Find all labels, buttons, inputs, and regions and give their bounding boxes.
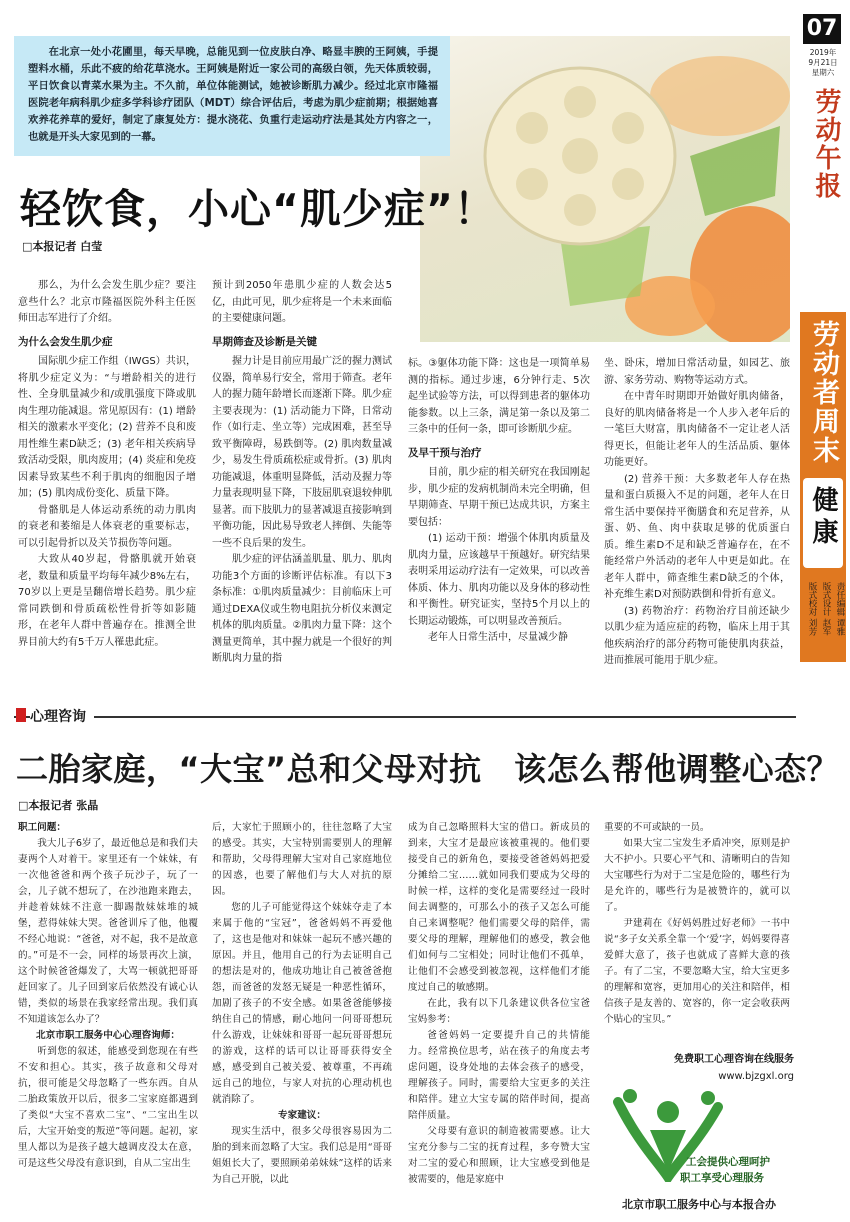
ad-title: 免费职工心理咨询在线服务: [674, 1054, 794, 1065]
paragraph: 标。③躯体功能下降：这也是一项简单易测的指标。通过步速，6分钟行走、5次起坐试验等方法，可以得到患者的躯体功能参数。以上三条，满足第一条以及第二三条中的任何一条，即可诊断肌少症。: [408, 358, 590, 435]
credit-editor: 责任编辑 谭雅: [835, 582, 845, 636]
paragraph: 目前，肌少症的相关研究在我国刚起步，肌少症的发病机制尚未完全明确，但早期筛查、早期干预已达成共识，方案主要包括：: [408, 467, 590, 528]
paragraph: 爸爸妈妈一定要提升自己的共情能力。经常换位思考，站在孩子的角度去考虑问题，设身处地的去体会孩子的感受，理解孩子。同时，需要给大宝更多的关注和陪伴。建立大宝专属的陪伴时间，提高陪伴质量。: [408, 1030, 590, 1121]
paragraph: (2) 营养干预：大多数老年人存在热量和蛋白质摄入不足的问题，老年人在日常生活中要保持平衡膳食和充足营养，从蛋、奶、鱼、肉中获取足够的优质蛋白质。维生素D不足和缺乏普遍存在，在不能经常户外活动的老年人中更是如此。在老年人群中，筛查维生素D缺乏的个体，补充维生素D对预防跌倒和骨折有意义。: [604, 473, 790, 600]
paragraph: 骨骼肌是人体运动系统的动力肌肉的衰老和萎缩是人体衰老的重要标志，可以引起骨折以及关节损伤等问题。: [18, 504, 196, 549]
article2-column-4: [604, 820, 790, 1050]
paragraph: 大致从40岁起，骨骼肌就开始衰老，数量和质量平均每年减少8%左右，70岁以上更是呈翻倍增长趋势。肌少症常同跌倒和骨质疏松性骨折等如影随形，在老年人群中普遍存在。推测全世界目前大约有5千万人罹患此症。: [18, 554, 196, 648]
page-number: 07: [803, 14, 841, 44]
section-subtitle: 健康: [808, 486, 838, 550]
ad-slogan-2: 职工享受心理服务: [680, 1172, 764, 1184]
section-divider: [14, 716, 796, 718]
article1-column-4: [604, 356, 790, 698]
paragraph: 预计到2050年患肌少症的人数会达5亿，由此可见，肌少症将是一个未来面临的主要健康问题。: [212, 280, 392, 324]
section-label: 心理咨询: [30, 706, 94, 726]
issue-date: [800, 48, 846, 78]
expert-label: 专家建议：: [278, 1110, 326, 1121]
article1-headline: 轻饮食，小心“肌少症”！: [20, 185, 496, 233]
paragraph: (3) 药物治疗：药物治疗目前还缺少以肌少症为适应症的药物，临床上用于其他疾病治疗的部分药物可能使肌肉获益，进而推展可能用于肌少症。: [604, 605, 790, 666]
section-title: 劳动者周末: [808, 320, 839, 465]
paragraph: 您的儿子可能觉得这个妹妹夺走了本来属于他的“宝冠”，爸爸妈妈不再爱他了，这也是他对和妹妹一起玩不感兴趣的原因。并且，他用自己的行为去证明自己的想法是对的，他成功地让自己被爸爸抱怨，而爸爸的发怒无疑是一种恶性循环，加剧了孩子的不安全感。如果爸爸能够接纳住自己的情感，耐心地问一问哥哥想玩什么游戏，让妹妹和哥哥一起玩哥哥想玩的游戏，这样的话可以让哥哥获得安全感，感受到自己被关爱、被尊重，不再疏远自己的地位，与家人对抗的心理动机也就消除了。: [212, 902, 392, 1105]
question-label: 职工问题：: [18, 822, 66, 833]
credit-proof: 版式校对 刘芳: [807, 582, 817, 636]
paragraph: 尹建莉在《好妈妈胜过好老师》一书中说“多子女关系全靠一个‘爱’字，妈妈要得喜爱鲜大意了，孩子也就成了喜鲜大意的孩子。有了二宝，不要忽略大宝，给大宝更多的理解和宽容，更加用心的关注和陪伴，相信孩子是友善的、宽容的，你一定会收获两个贴心的宝贝。”: [604, 918, 790, 1025]
article2-byline: □本报记者 张晶: [18, 799, 99, 812]
intro-box: [14, 36, 450, 156]
paragraph: 在中青年时期即开始做好肌肉储备，良好的肌肉储备将是一个人步入老年后的一笔巨大财富，肌肉储备不一定让老人活得更长，但能让老年人的生活品质、躯体功能更好。: [604, 391, 790, 468]
paragraph: 在此，我有以下几条建议供各位宝爸宝妈参考：: [408, 998, 590, 1025]
paragraph: 重要的不可或缺的一员。: [604, 822, 710, 833]
date-year: 2019年: [809, 48, 837, 57]
paragraph: 国际肌少症工作组（IWGS）共识，将肌少症定义为：“与增龄相关的进行性、全身肌量减少和/或肌强度下降或肌肉生理功能减退。常见原因有：(1) 增龄相关的激素水平变化；(2) 营养不良和废用性维生素D缺乏；(3) 老年相关疾病导致活动受限，肌肉废用；(4) 炎症和免疫因素导致某些不利于肌肉的细胞因子增加；(5) 肌肉成份变化、质量下降。: [18, 356, 196, 499]
newspaper-logo: 劳动午报: [811, 88, 841, 200]
article1-column-2: [212, 278, 392, 698]
paragraph: 那么，为什么会发生肌少症？要注意些什么？北京市隆福医院外科主任医师田志军进行了介绍。: [18, 280, 196, 324]
article2-column-1: [18, 820, 198, 1216]
date-weekday: 星期六: [811, 68, 835, 77]
editor-credits: [804, 582, 846, 672]
paragraph: 父母要有意识的制造被需要感。让大宝充分参与二宝的抚育过程，多夸赞大宝对二宝的爱心和照顾，让大宝感受到他是被需要的，他是家庭中: [408, 1126, 590, 1185]
section-subtitle-box: [803, 478, 843, 568]
article2-headline: 二胎家庭，“大宝”总和父母对抗 该怎么帮他调整心态？: [16, 750, 840, 788]
counseling-ad: [604, 1050, 794, 1216]
ad-slogan-1: 工会提供心理呵护: [686, 1156, 770, 1168]
ad-footer: 北京市职工服务中心与本报合办: [622, 1198, 776, 1211]
article1-column-3: [408, 356, 590, 698]
question-text: 我大儿子6岁了，最近他总是和我们夫妻两个人对着干。家里还有一个妹妹，有一次他爸爸和两个孩子玩沙子，玩了一会，儿子就不想玩了，在沙池跑来跑去，并趁着妹妹不注意一脚踢散妹妹堆的城堡，惹得妹妹大哭。爸爸训斥了他，他覆不经心地说：“爸爸，对不起，我不是故意的。”可是不一会，同样的场景再次上演，这个时候爸爸爆发了，大骂一顿就把哥哥赶回家了。儿子回到家后依然没有诚心认错，类似的场景在我家经常出现。我们真不知道该怎么办了？: [18, 838, 198, 1025]
subheading: 早期筛查及诊断是关键: [212, 335, 317, 348]
paragraph: 坐、卧床，增加日常活动量，如园艺、旅游、家务劳动、购物等运动方式。: [604, 358, 790, 386]
article1-column-1: [18, 278, 196, 698]
paragraph: 肌少症的评估涵盖肌量、肌力、肌肉功能3个方面的诊断评估标准。有以下3条标准：①肌肉质量减少：目前临床上可通过DEXA仪或生物电阻抗分析仪来测定机体的肌肉质量。②肌肉力量下降：这个测量更简单，其中握力就是一个很好的判断肌肉力量的指: [212, 554, 392, 664]
article2-column-3: [408, 820, 590, 1216]
subheading: 及早干预与治疗: [408, 446, 482, 459]
paragraph: (1) 运动干预：增强个体肌肉质量及肌肉力量，应该越早干预越好。研究结果表明采用运动疗法有一定效果，可以改善体质、体力、肌肉功能以及身体的移动性和平衡性。研究证实，坚持5个月以上的长期运动锻炼，可以明显改善预后。: [408, 533, 590, 627]
subheading: 为什么会发生肌少症: [18, 335, 113, 348]
date-day: 9月21日: [808, 58, 838, 67]
answer-label: 北京市职工服务中心心理咨询师：: [36, 1030, 180, 1041]
section-label-marker: [16, 708, 26, 722]
intro-text: 在北京一处小花圃里，每天早晚，总能见到一位皮肤白净、略显丰腴的王阿姨，手提塑料水桶，乐此不疲的给花草浇水。王阿姨是附近一家公司的高级白领，先天体质较弱，平日饮食以青菜水果为主。不久前，单位体能测试，她被诊断肌力减少。经过北京市隆福医院老年病科肌少症多学科诊疗团队（MDT）综合评估后，考虑为肌少症前期；根据她喜欢养花养草的爱好，制定了康复处方：提水浇花、负重行走运动疗法是其处方内容之一，也就是开头大家见到的一幕。: [28, 46, 438, 143]
article2-column-2: [212, 820, 392, 1216]
credit-design: 版式设计 赵军: [821, 582, 831, 636]
paragraph: 成为自己忽略照料大宝的借口。新成员的到来，大宝才是最应该被重视的。他们要接受自己的新角色，要接受爸爸妈妈把爱分摊给二宝……就如同我们要成为父母的时候一样，这样的变化是需要经过一段时间去调整的，可那么小的孩子又怎么可能自己来调整呢？他们需要父母的陪伴，需要父母的理解，理解他们的感受，教会他们如何与二宝相处；同时让他们不孤单，让他们不会感受到被忽视，这样他们才能度过自己的敏感期。: [408, 822, 590, 993]
paragraph: 现实生活中，很多父母很容易因为二胎的到来而忽略了大宝。我们总是用“哥哥姐姐长大了，要照顾弟弟妹妹”这样的话来为自己开脱，以此: [212, 1126, 392, 1185]
paragraph: 如果大宝二宝发生矛盾冲突，原则是护大不护小。只要心平气和、清晰明白的告知大宝哪些行为对于二宝是危险的，哪些行为是允许的，哪些行为是被赞许的，就可以了。: [604, 838, 790, 913]
paragraph: 老年人日常生活中，尽量减少静: [428, 632, 568, 643]
answer-text: 听到您的叙述，能感受到您现在有些不安和担心。其实，孩子故意和父母对抗，很可能是父母忽略了一些东西。自从二胎政策放开以后，很多二宝家庭都遇到了类似“大宝不喜欢二宝”、“二宝出生以后，大宝开始变的叛逆”等问题。起初，家里人都以为是孩子越大越调皮没太在意，可是这些父母没有意识到，自从二宝出生: [18, 1046, 198, 1169]
paragraph: 后，大家忙于照顾小的，往往忽略了大宝的感受。其实，大宝特别需要别人的理解和帮助，父母得理解大宝对自己家庭地位的因惑，也要了解他们与大人对抗的原因。: [212, 822, 392, 897]
paragraph: 握力计是目前应用最广泛的握力测试仪器，简单易行安全，常用于筛查。老年人的握力随年龄增长而逐渐下降。肌少症主要表现为：(1) 活动能力下降，日常动作（如行走、坐立等）完成困难，甚至导致平衡障碍，易跌倒等。(2) 肌肉数量减少，易发生骨质疏松症或骨折。(3) 肌肉功能减退，体重明显降低，活动及握力等力量表现明显下降，下肢屈肌衰退较伸肌显著。而下肢肌力的显著减退直接影响到平衡功能，因此易导致老人摔倒、失能等一些不良后果的发生。: [212, 356, 392, 549]
article1-byline: □本报记者 白莹: [22, 240, 103, 253]
ad-url: www.bjzgxl.org: [718, 1071, 794, 1082]
